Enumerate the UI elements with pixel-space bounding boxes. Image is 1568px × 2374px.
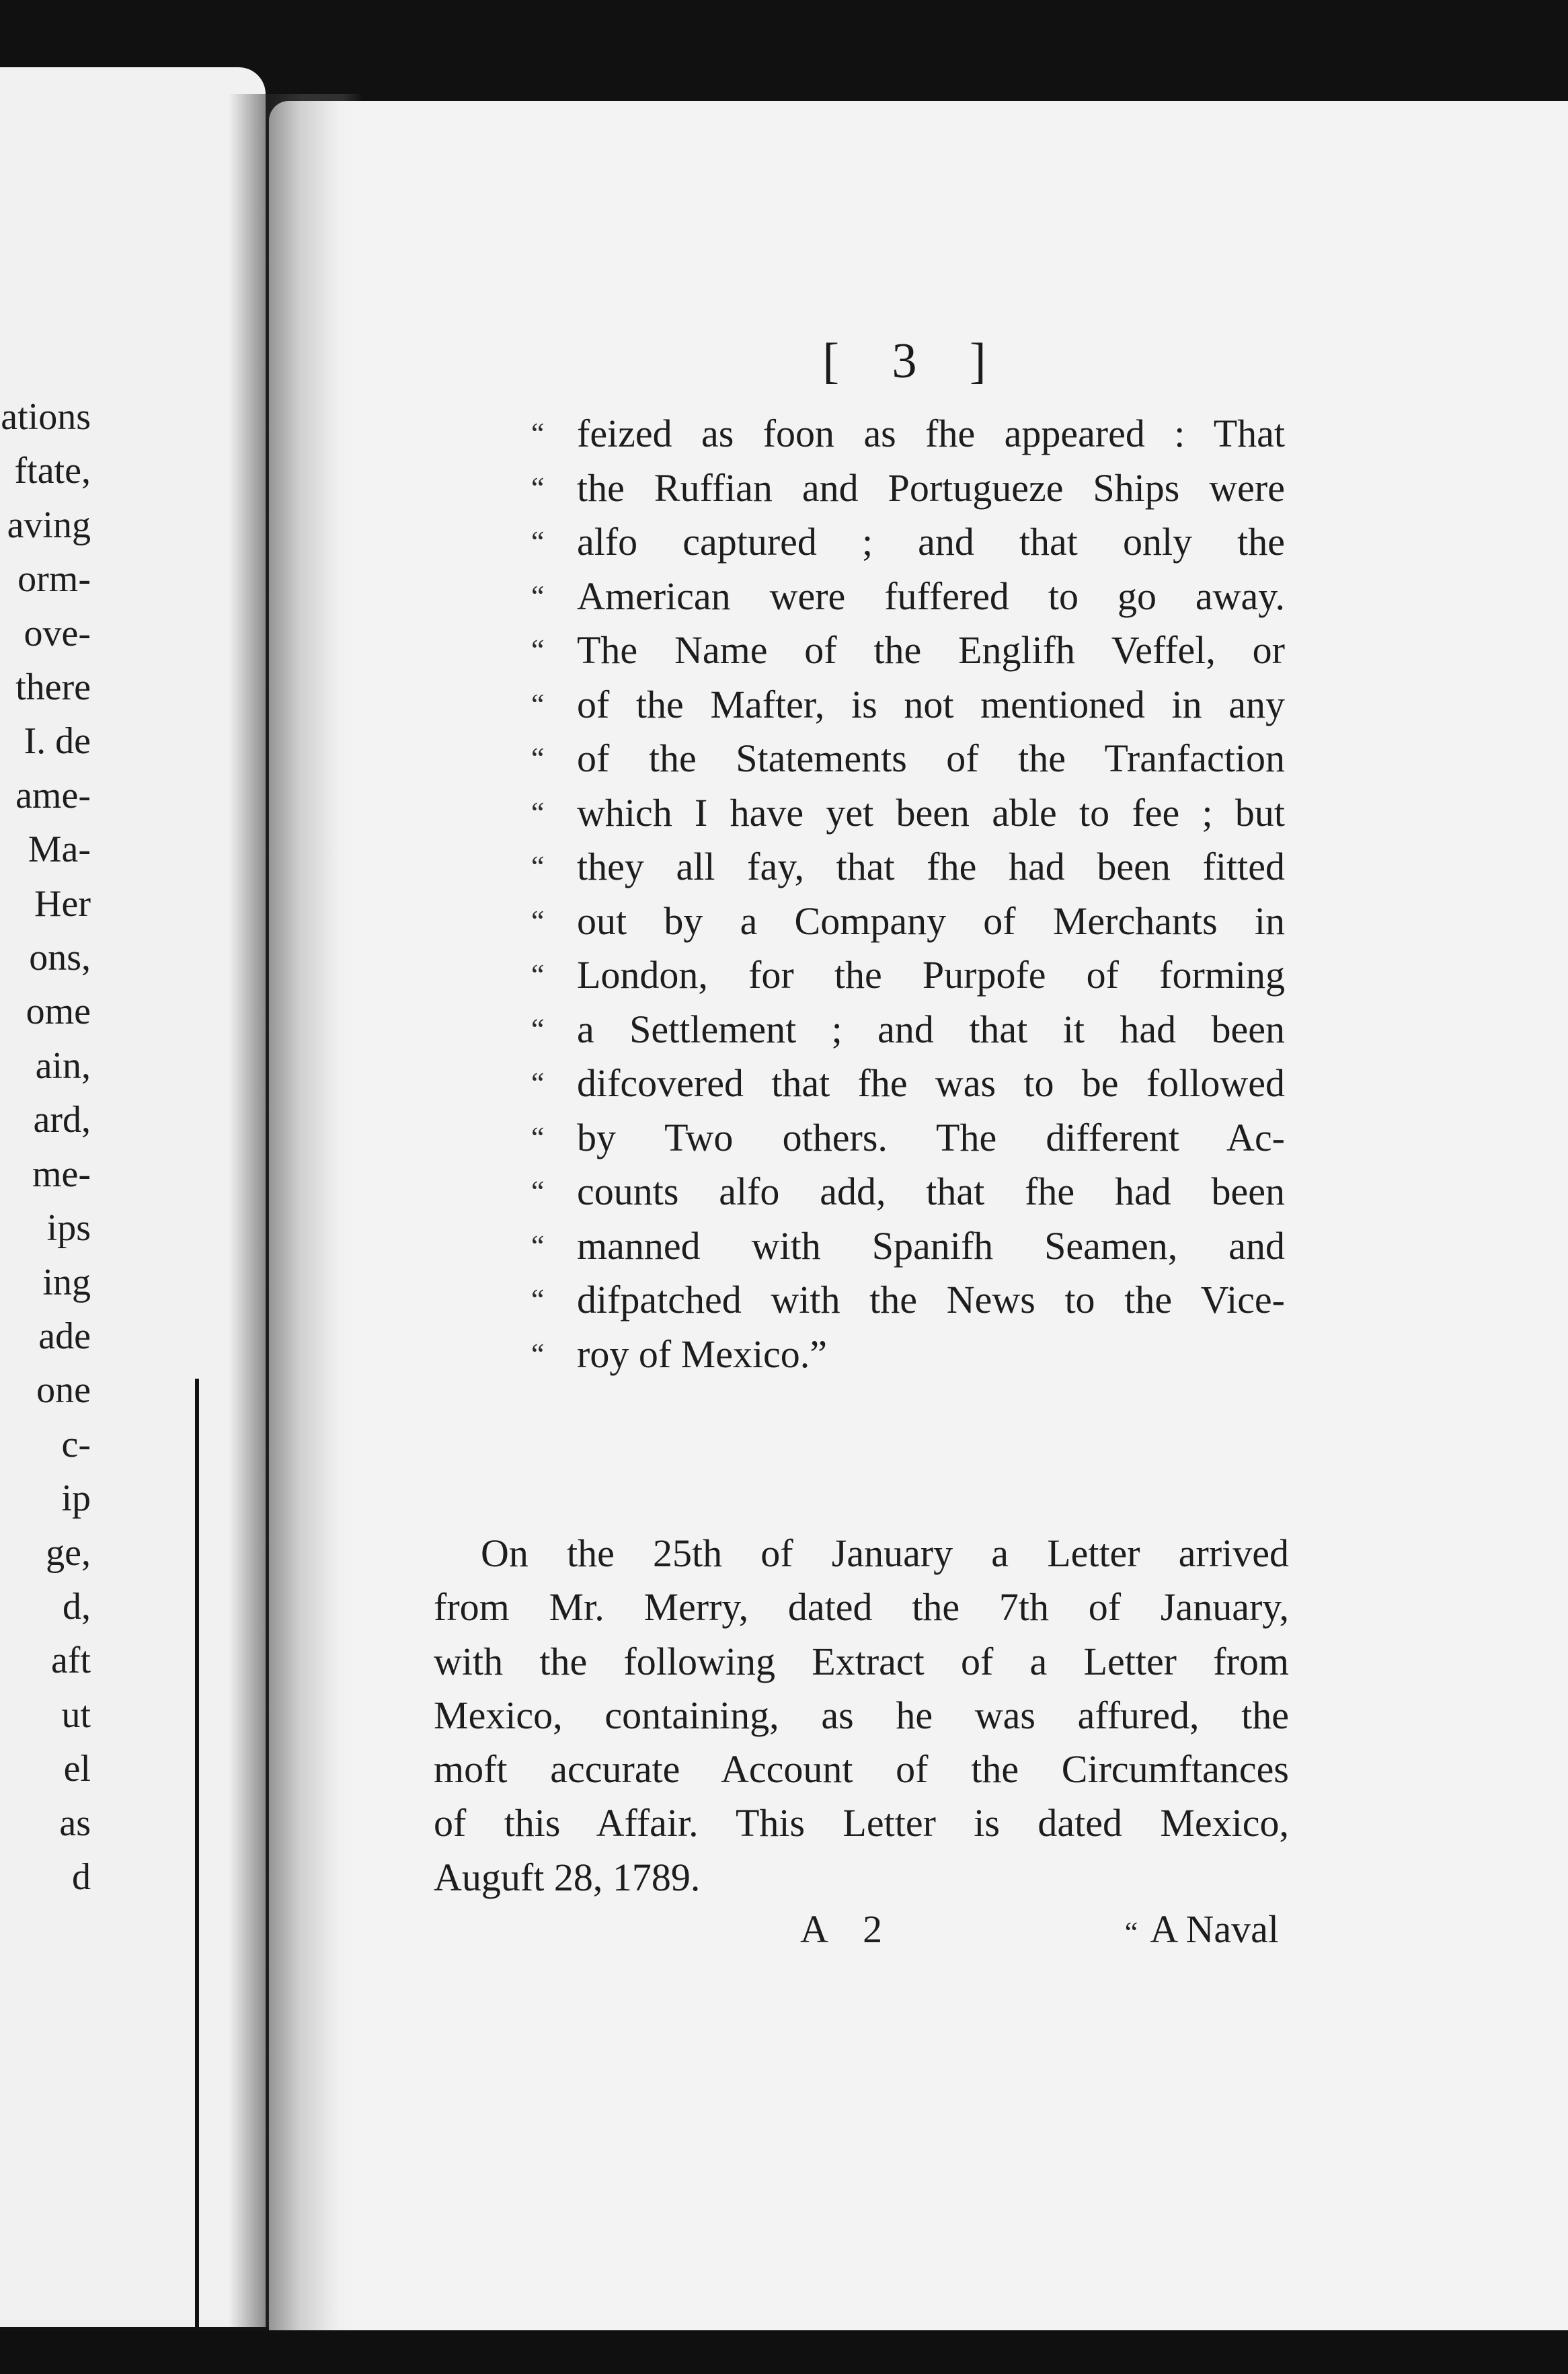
quote-line [531,948,1548,1003]
text-fragment: ome [26,991,91,1033]
quote-line-text: out by a Company of Merchants in [577,898,1285,943]
quote-mark: “ [531,742,545,775]
text-fragment: there [15,666,91,709]
quote-line-text: a Settlement ; and that it had been [577,1007,1285,1051]
text-fragment: aft [50,1640,91,1682]
text-fragment: aving [7,504,91,546]
text-fragment: ip [61,1478,91,1520]
text-fragment: Her [34,882,91,925]
quote-mark: “ [531,1175,545,1208]
quote-line-text: roy of Mexico.” [577,1332,828,1376]
quote-line [531,1273,1548,1328]
quote-line-text: by Two others. The different Ac- [577,1115,1285,1159]
left-page [0,67,266,2327]
quote-mark: “ [1124,1916,1138,1949]
quote-mark: “ [531,1229,545,1262]
quote-mark: “ [531,417,545,450]
paragraph-line: with the following Extract of a Letter from [434,1639,1289,1683]
page-curve-shadow [269,101,356,2340]
quote-mark: “ [531,1067,545,1100]
paragraph-line: On the 25th of January a Letter arrived [481,1531,1289,1575]
quote-mark: “ [531,1283,545,1316]
gutter-edge-line [195,1379,199,2327]
text-fragment: d [72,1855,91,1898]
text-fragment: I. de [24,720,91,763]
text-fragment: ge, [46,1531,91,1574]
quote-line-text: manned with Spanifh Seamen, and [577,1223,1285,1268]
quote-mark: “ [531,904,545,937]
text-fragment: ips [46,1207,91,1250]
paragraph-line: Auguft 28, 1789. [434,1855,701,1899]
quote-mark: “ [531,1012,545,1046]
quote-mark: “ [531,1120,545,1154]
quote-line [531,1219,1548,1274]
quote-mark: “ [531,958,545,991]
quote-line [531,840,1548,894]
text-fragment: as [59,1802,91,1844]
quote-line-text: of the Mafter, is not mentioned in any [577,682,1285,726]
quote-line-text: The Name of the Englifh Veffel, or [577,628,1285,672]
quote-line [531,1165,1548,1219]
quote-line [531,678,1548,732]
right-page [269,101,1568,2340]
text-fragment: ing [42,1261,91,1303]
paragraph-line: moft accurate Account of the Circumftances [434,1747,1289,1792]
text-fragment: ations [1,396,91,438]
signature-mark: A 2 [800,1907,896,1951]
quote-mark: “ [531,850,545,883]
body-paragraph [434,1527,1289,1905]
quote-mark: “ [531,687,545,721]
text-fragment: ove- [24,612,91,654]
paragraph-line: of this Affair. This Letter is dated Mexico, [434,1801,1289,1845]
catchword [1125,1907,1279,1952]
quote-line-text: counts alfo add, that fhe had been [577,1170,1285,1213]
text-fragment: ame- [15,774,91,816]
text-fragment: ard, [33,1099,91,1141]
page-number: [ 3 ] [822,334,1007,389]
quote-line-text: the Ruffian and Portugueze Ships were [577,465,1285,510]
text-fragment: Ma- [28,829,91,871]
quote-line [531,570,1548,624]
quote-mark: “ [531,525,545,558]
quote-line [531,1057,1548,1111]
quote-line-text: difpatched with the News to the Vice- [577,1278,1285,1322]
quote-mark: “ [531,1337,545,1371]
quote-mark: “ [531,471,545,504]
text-fragment: me- [32,1153,91,1195]
quote-line [531,1111,1548,1165]
bottom-dark-border [0,2330,1568,2374]
quoted-passage [531,407,1548,1381]
text-fragment: orm- [17,558,91,601]
catchword-text: A Naval [1150,1907,1279,1951]
quote-line-text: American were fuffered to go away. [577,574,1285,618]
quote-line-text: London, for the Purpofe of forming [577,953,1285,997]
text-fragment: ade [38,1315,91,1357]
quote-line [531,786,1548,841]
text-fragment: ons, [29,937,91,979]
quote-mark: “ [531,579,545,613]
paragraph-line: Mexico, containing, as he was affured, the [434,1693,1289,1737]
text-fragment: c- [61,1423,91,1465]
paragraph-line: from Mr. Merry, dated the 7th of January, [434,1585,1289,1630]
quote-line [531,461,1548,516]
quote-line [531,732,1548,786]
quote-line [531,623,1548,678]
quote-line-text: feized as foon as fhe appeared : That [577,412,1285,455]
text-fragment: d, [63,1585,91,1628]
quote-line [531,894,1548,949]
quote-line-text: which I have yet been able to fee ; but [577,790,1285,835]
quote-line [531,1328,1548,1382]
quote-line-text: of the Statements of the Tranfaction [577,736,1285,780]
quote-mark: “ [531,796,545,829]
text-fragment: ain, [35,1044,91,1087]
quote-line-text: difcovered that fhe was to be followed [577,1061,1285,1105]
quote-line-text: they all fay, that fhe had been fitted [577,845,1285,888]
quote-mark: “ [531,634,545,666]
text-fragment: ftate, [14,450,91,492]
text-fragment: el [63,1748,91,1790]
text-fragment: one [36,1369,91,1412]
quote-line [531,515,1548,570]
left-page-text-fragments [0,390,266,1904]
quote-line [531,407,1548,461]
quote-line-text: alfo captured ; and that only the [577,520,1285,564]
text-fragment: ut [61,1693,91,1736]
quote-line [531,1003,1548,1057]
